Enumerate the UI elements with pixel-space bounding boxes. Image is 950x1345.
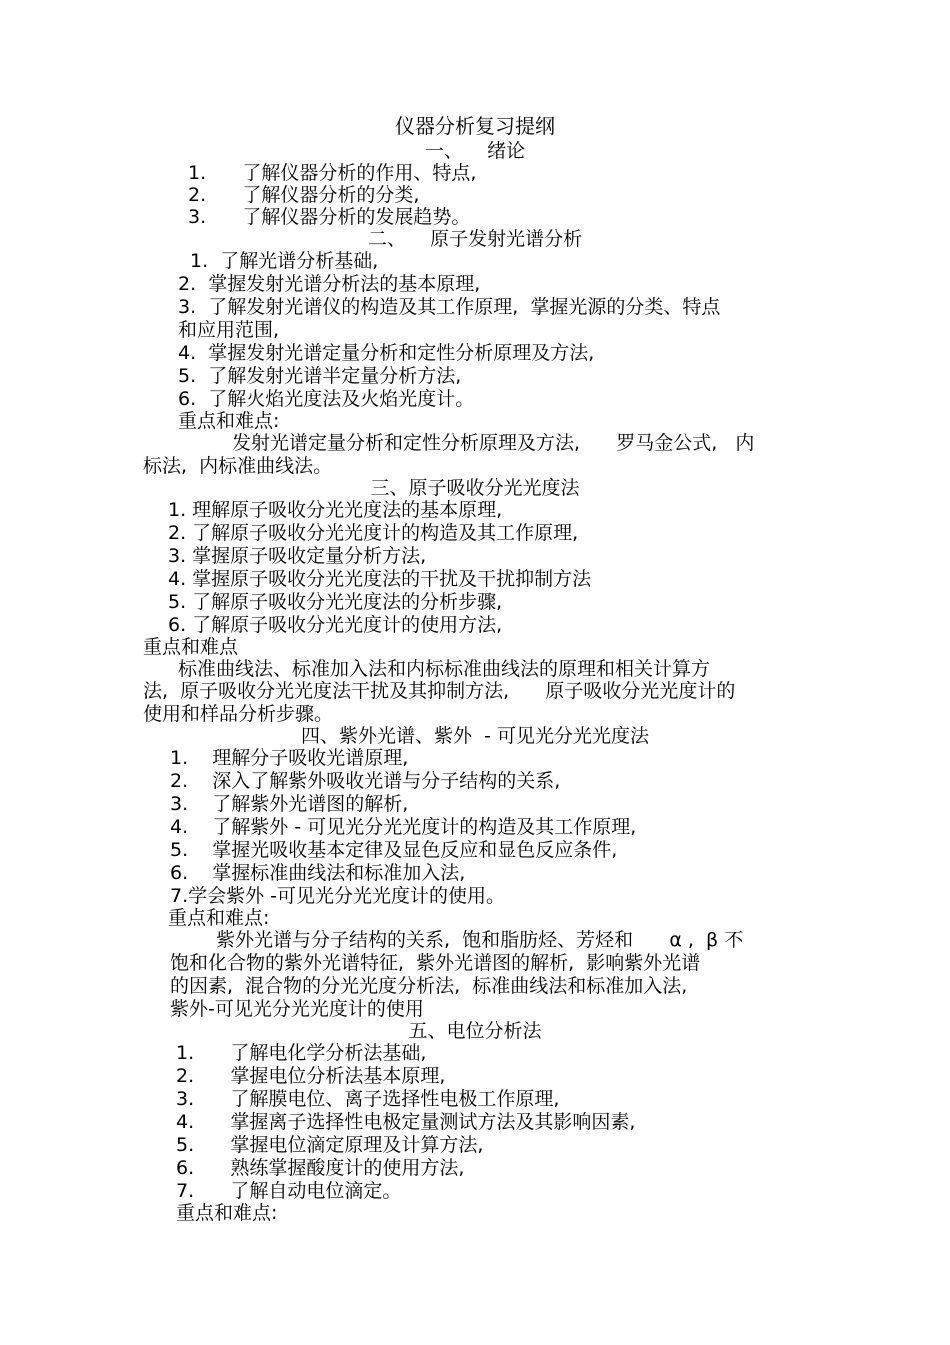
list-item: 3. 了解发射光谱仪的构造及其工作原理, 掌握光源的分类、特点 [178,296,721,318]
list-item: 4. 了解紫外 - 可见光分光光度计的构造及其工作原理, [170,816,637,838]
list-item: 2. 掌握发射光谱分析法的基本原理, [178,273,481,295]
list-item: 1. 理解分子吸收光谱原理, [170,747,409,769]
list-item: 3. 了解膜电位、离子选择性电极工作原理, [176,1088,560,1110]
list-item: 1. 了解仪器分析的作用、特点, [188,162,477,184]
section-heading: 五、电位分析法 [408,1020,542,1042]
list-item: 5. 了解原子吸收分光光度法的分析步骤, [168,591,503,613]
key-points-label: 重点和难点: [168,907,270,929]
list-item: 5. 掌握光吸收基本定律及显色反应和显色反应条件, [170,839,618,861]
key-points-text: 使用和样品分析步骤。 [143,703,334,725]
section-heading: 二、 原子发射光谱分析 [367,228,583,250]
key-points-text: 标准曲线法、标准加入法和内标标准曲线法的原理和相关计算方 [178,658,711,680]
list-item: 3. 掌握原子吸收定量分析方法, [168,545,427,567]
key-points-text: 紫外-可见光分光光度计的使用 [170,998,424,1020]
key-points-label: 重点和难点 [143,636,239,658]
key-points-text: 的因素, 混合物的分光光度分析法, 标准曲线法和标准加入法, [170,975,688,997]
key-points-text: 紫外光谱与分子结构的关系, 饱和脂肪烃、芳烃和 α , β 不 [216,929,744,951]
list-item: 和应用范围, [178,319,280,341]
list-item: 3. 了解仪器分析的发展趋势。 [188,206,471,228]
list-item: 2. 掌握电位分析法基本原理, [176,1065,446,1087]
list-item: 7. 了解自动电位滴定。 [176,1180,402,1202]
list-item: 2. 深入了解紫外吸收光谱与分子结构的关系, [170,770,561,792]
list-item: 1. 了解光谱分析基础, [190,250,379,272]
list-item: 4. 掌握原子吸收分光光度法的干扰及干扰抑制方法 [168,568,592,590]
list-item: 2. 了解原子吸收分光光度计的构造及其工作原理, [168,522,579,544]
key-points-text: 发射光谱定量分析和定性分析原理及方法, 罗马金公式, 内 [232,432,755,454]
list-item: 5. 掌握电位滴定原理及计算方法, [176,1134,484,1156]
list-item: 2. 了解仪器分析的分类, [188,184,420,206]
key-points-label: 重点和难点: [176,1202,278,1224]
key-points-label: 重点和难点: [178,410,280,432]
list-item: 7.学会紫外 -可见光分光光度计的使用。 [170,885,506,907]
list-item: 5. 了解发射光谱半定量分析方法, [178,365,462,387]
list-item: 1. 了解电化学分析法基础, [176,1042,427,1064]
list-item: 6. 熟练掌握酸度计的使用方法, [176,1157,465,1179]
section-heading: 三、原子吸收分光光度法 [370,477,580,499]
list-item: 6. 了解火焰光度法及火焰光度计。 [178,388,475,410]
section-heading: 一、 绪论 [424,140,526,162]
key-points-text: 饱和化合物的紫外光谱特征, 紫外光谱图的解析, 影响紫外光谱 [170,952,701,974]
list-item: 6. 了解原子吸收分光光度计的使用方法, [168,614,503,636]
list-item: 3. 了解紫外光谱图的解析, [170,793,409,815]
list-item: 6. 掌握标准曲线法和标准加入法, [170,862,466,884]
list-item: 4. 掌握离子选择性电极定量测试方法及其影响因素, [176,1111,636,1133]
list-item: 1. 理解原子吸收分光光度法的基本原理, [168,499,503,521]
key-points-text: 标法, 内标准曲线法。 [143,455,333,477]
key-points-text: 法, 原子吸收分光光度法干扰及其抑制方法, 原子吸收分光光度计的 [143,680,736,702]
doc-title: 仪器分析复习提纲 [395,114,555,138]
section-heading: 四、紫外光谱、紫外 - 可见光分光光度法 [301,725,649,747]
list-item: 4. 掌握发射光谱定量分析和定性分析原理及方法, [178,342,595,364]
